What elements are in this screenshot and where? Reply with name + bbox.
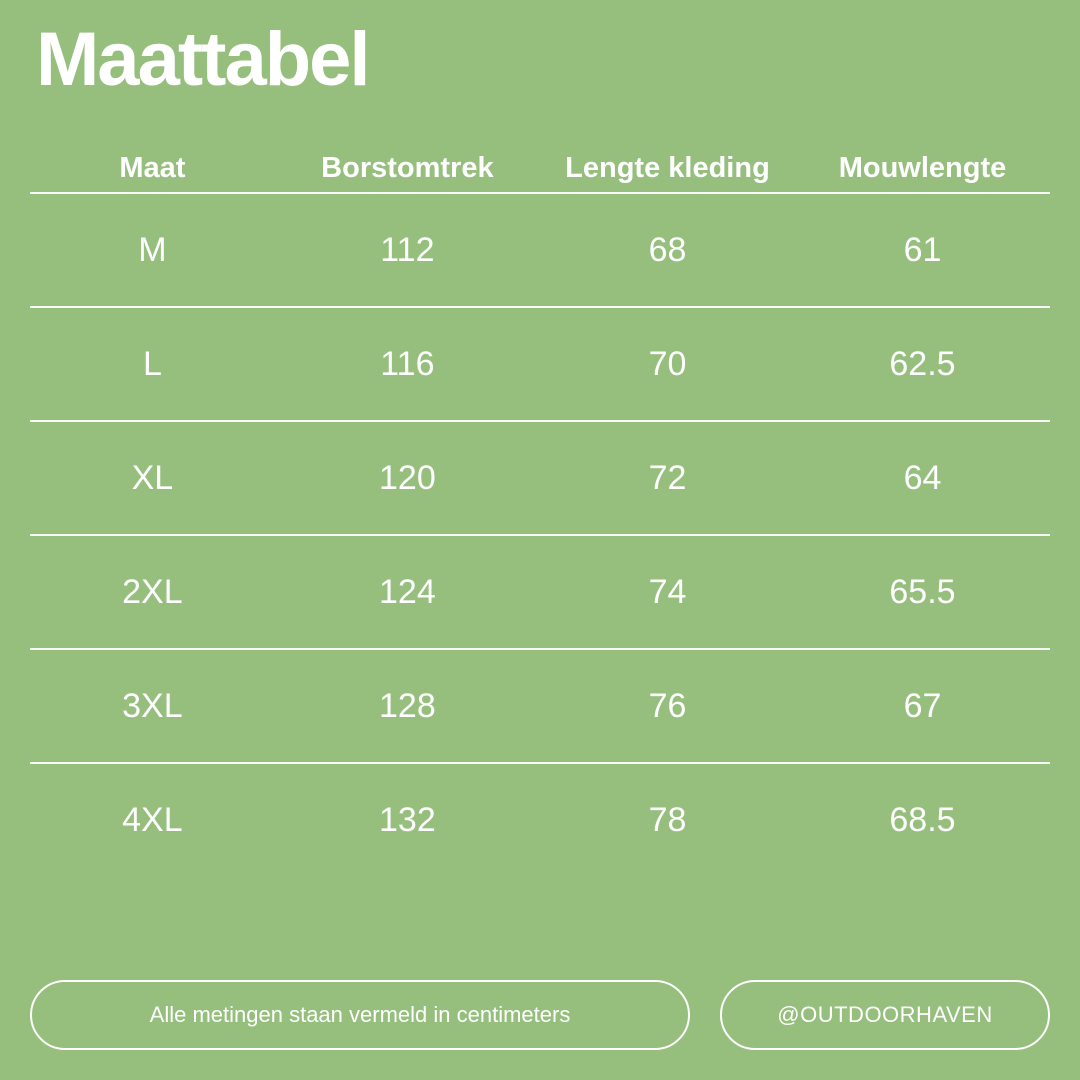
- table-row: [30, 764, 1050, 876]
- table-row: [30, 422, 1050, 534]
- cell-mouwlengte: 68.5: [889, 800, 956, 839]
- size-table: [30, 150, 1050, 876]
- social-handle-pill: @OUTDOORHAVEN: [720, 980, 1050, 1050]
- cell-maat: XL: [131, 458, 174, 497]
- table-row: [30, 194, 1050, 306]
- cell-maat: 4XL: [122, 800, 183, 839]
- cell-lengte-kleding: 68: [648, 230, 687, 269]
- cell-maat: 2XL: [122, 572, 183, 611]
- cell-mouwlengte: 61: [903, 230, 942, 269]
- cell-borstomtrek: 112: [380, 230, 435, 269]
- table-divider: [30, 648, 1050, 650]
- cell-lengte-kleding: 70: [648, 344, 687, 383]
- cell-borstomtrek: 116: [380, 344, 435, 383]
- table-row: [30, 308, 1050, 420]
- footer: [30, 980, 1050, 1050]
- cell-maat: 3XL: [122, 686, 183, 725]
- cell-mouwlengte: 62.5: [889, 344, 956, 383]
- table-row: [30, 650, 1050, 762]
- cell-lengte-kleding: 74: [648, 572, 687, 611]
- cell-lengte-kleding: 78: [648, 800, 687, 839]
- table-divider: [30, 420, 1050, 422]
- column-header-mouwlengte: Mouwlengte: [838, 152, 1007, 184]
- column-header-borstomtrek: Borstomtrek: [321, 152, 494, 184]
- cell-mouwlengte: 67: [903, 686, 942, 725]
- cell-borstomtrek: 120: [379, 458, 436, 497]
- cell-maat: L: [142, 344, 162, 383]
- cell-borstomtrek: 124: [379, 572, 436, 611]
- page-title: Maattabel: [36, 17, 369, 102]
- column-header-lengte-kleding: Lengte kleding: [565, 152, 770, 184]
- table-divider: [30, 534, 1050, 536]
- table-divider: [30, 762, 1050, 764]
- table-header-row: [30, 150, 1050, 192]
- table-row: [30, 536, 1050, 648]
- cell-maat: M: [138, 230, 167, 269]
- cell-lengte-kleding: 76: [648, 686, 687, 725]
- cell-mouwlengte: 65.5: [889, 572, 956, 611]
- table-divider: [30, 306, 1050, 308]
- cell-borstomtrek: 128: [379, 686, 436, 725]
- cell-mouwlengte: 64: [903, 458, 942, 497]
- cell-lengte-kleding: 72: [648, 458, 687, 497]
- column-header-maat: Maat: [119, 152, 186, 184]
- cell-borstomtrek: 132: [379, 800, 436, 839]
- table-divider: [30, 192, 1050, 194]
- measurement-note-pill: Alle metingen staan vermeld in centimeters: [30, 980, 690, 1050]
